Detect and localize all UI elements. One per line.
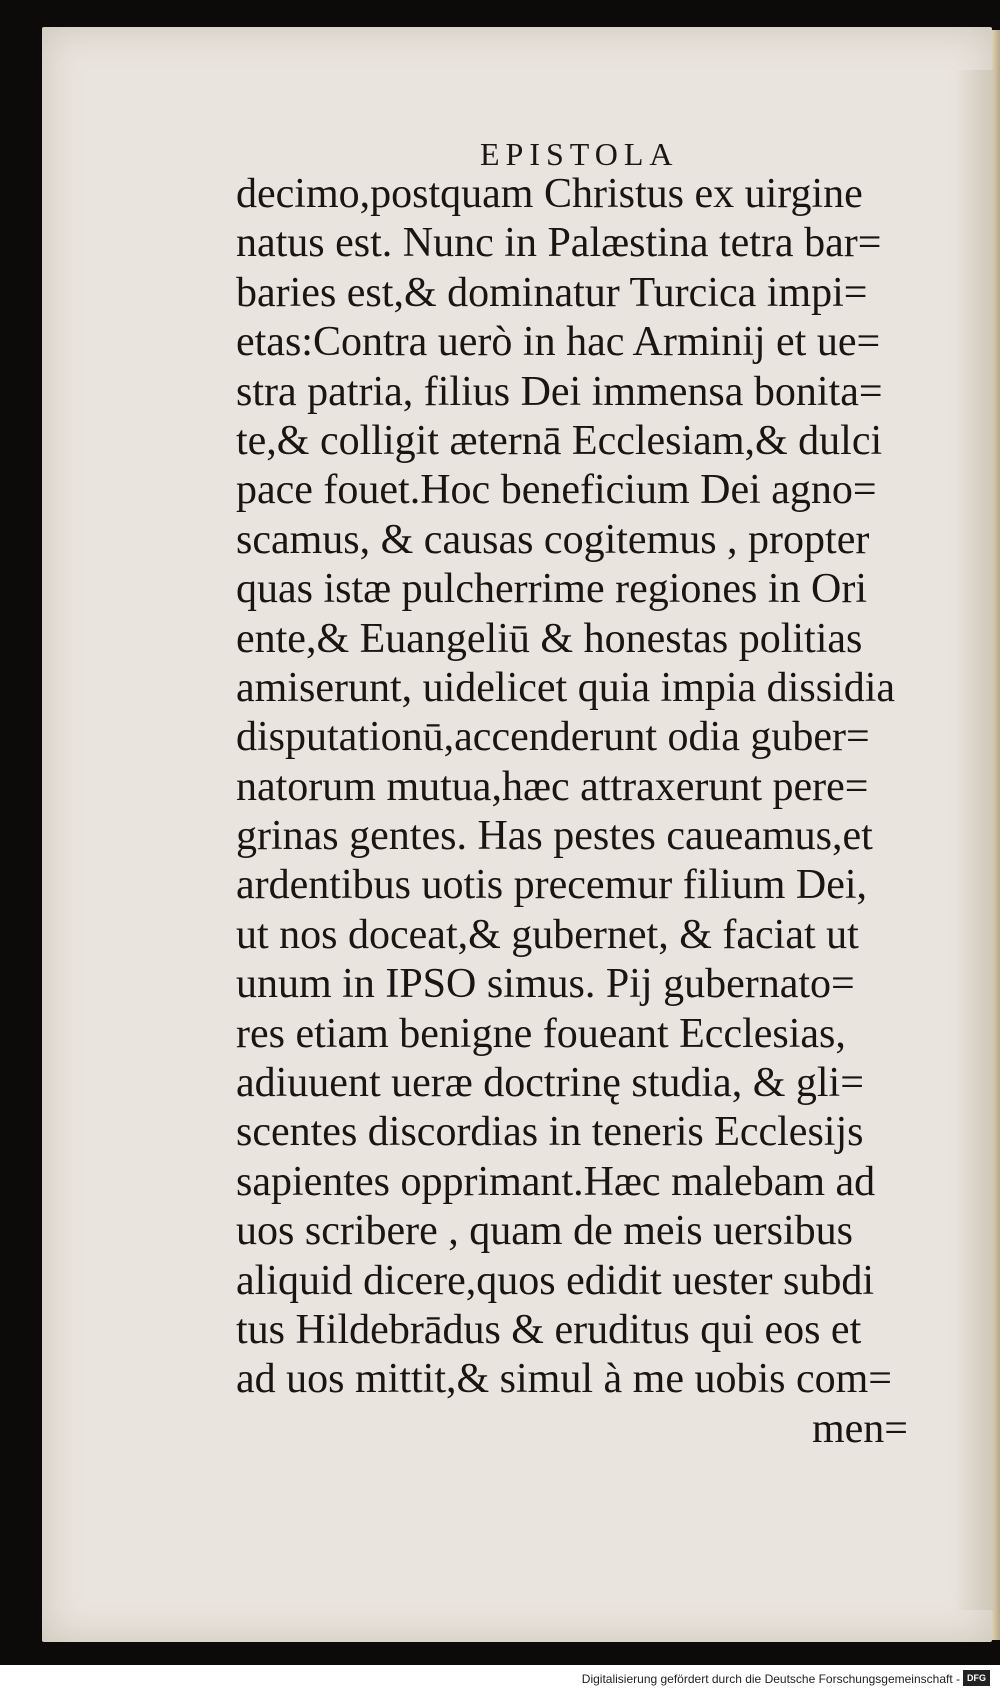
text-line: adiuuent ueræ doctrinę studia, & gli= (236, 1060, 864, 1107)
text-line: etas:Contra uerò in hac Arminij et ue= (236, 319, 881, 366)
text-line: tus Hildebrādus & eruditus qui eos et (236, 1306, 862, 1353)
text-line: unum in IPSO simus. Pij gubernato= (236, 961, 855, 1008)
text-line: scentes discordias in teneris Ecclesijs (236, 1109, 864, 1156)
text-line: res etiam benigne foueant Ecclesias, (236, 1010, 846, 1057)
dfg-logo: DFG (963, 1670, 990, 1686)
text-line: amiserunt, uidelicet quia impia dissidia (236, 664, 896, 711)
text-line: quas istæ pulcherrime regiones in Ori (236, 566, 868, 613)
text-line: aliquid dicere,quos edidit uester subdi (236, 1257, 875, 1304)
text-line: ad uos mittit,& simul à me uobis com= (236, 1356, 892, 1403)
text-line: natus est. Nunc in Palæstina tetra bar= (236, 220, 882, 267)
text-line: ente,& Euangeliū & honestas politias (236, 615, 863, 662)
funding-credit: Digitalisierung gefördert durch die Deutsche Forschungsgemeinschaft - (581, 1672, 960, 1686)
text-line: decimo,postquam Christus ex uirgine (236, 171, 863, 217)
running-head: EPISTOLA (480, 136, 679, 172)
text-line: ardentibus uotis precemur filium Dei, (236, 862, 868, 909)
text-line: stra patria, filius Dei immensa bonita= (236, 368, 883, 415)
text-line: baries est,& dominatur Turcica impi= (236, 269, 868, 316)
text-line: grinas gentes. Has pestes caueamus,et (236, 813, 873, 860)
text-line: scamus, & causas cogitemus , propter (236, 516, 870, 563)
text-line: te,& colligit æternā Ecclesiam,& dulci (236, 417, 883, 464)
text-line: uos scribere , quam de meis uersibus (236, 1208, 854, 1255)
text-line: ut nos doceat,& gubernet, & faciat ut (236, 911, 859, 958)
text-line: pace fouet.Hoc beneficium Dei agno= (236, 467, 877, 514)
text-line: disputationū,accenderunt odia guber= (236, 714, 870, 761)
catchword: men= (812, 1405, 908, 1452)
body-text (236, 170, 926, 1454)
text-line: sapientes opprimant.Hæc malebam ad (236, 1158, 876, 1205)
text-line: natorum mutua,hæc attraxerunt pere= (236, 763, 869, 810)
page-shading (955, 70, 995, 1610)
